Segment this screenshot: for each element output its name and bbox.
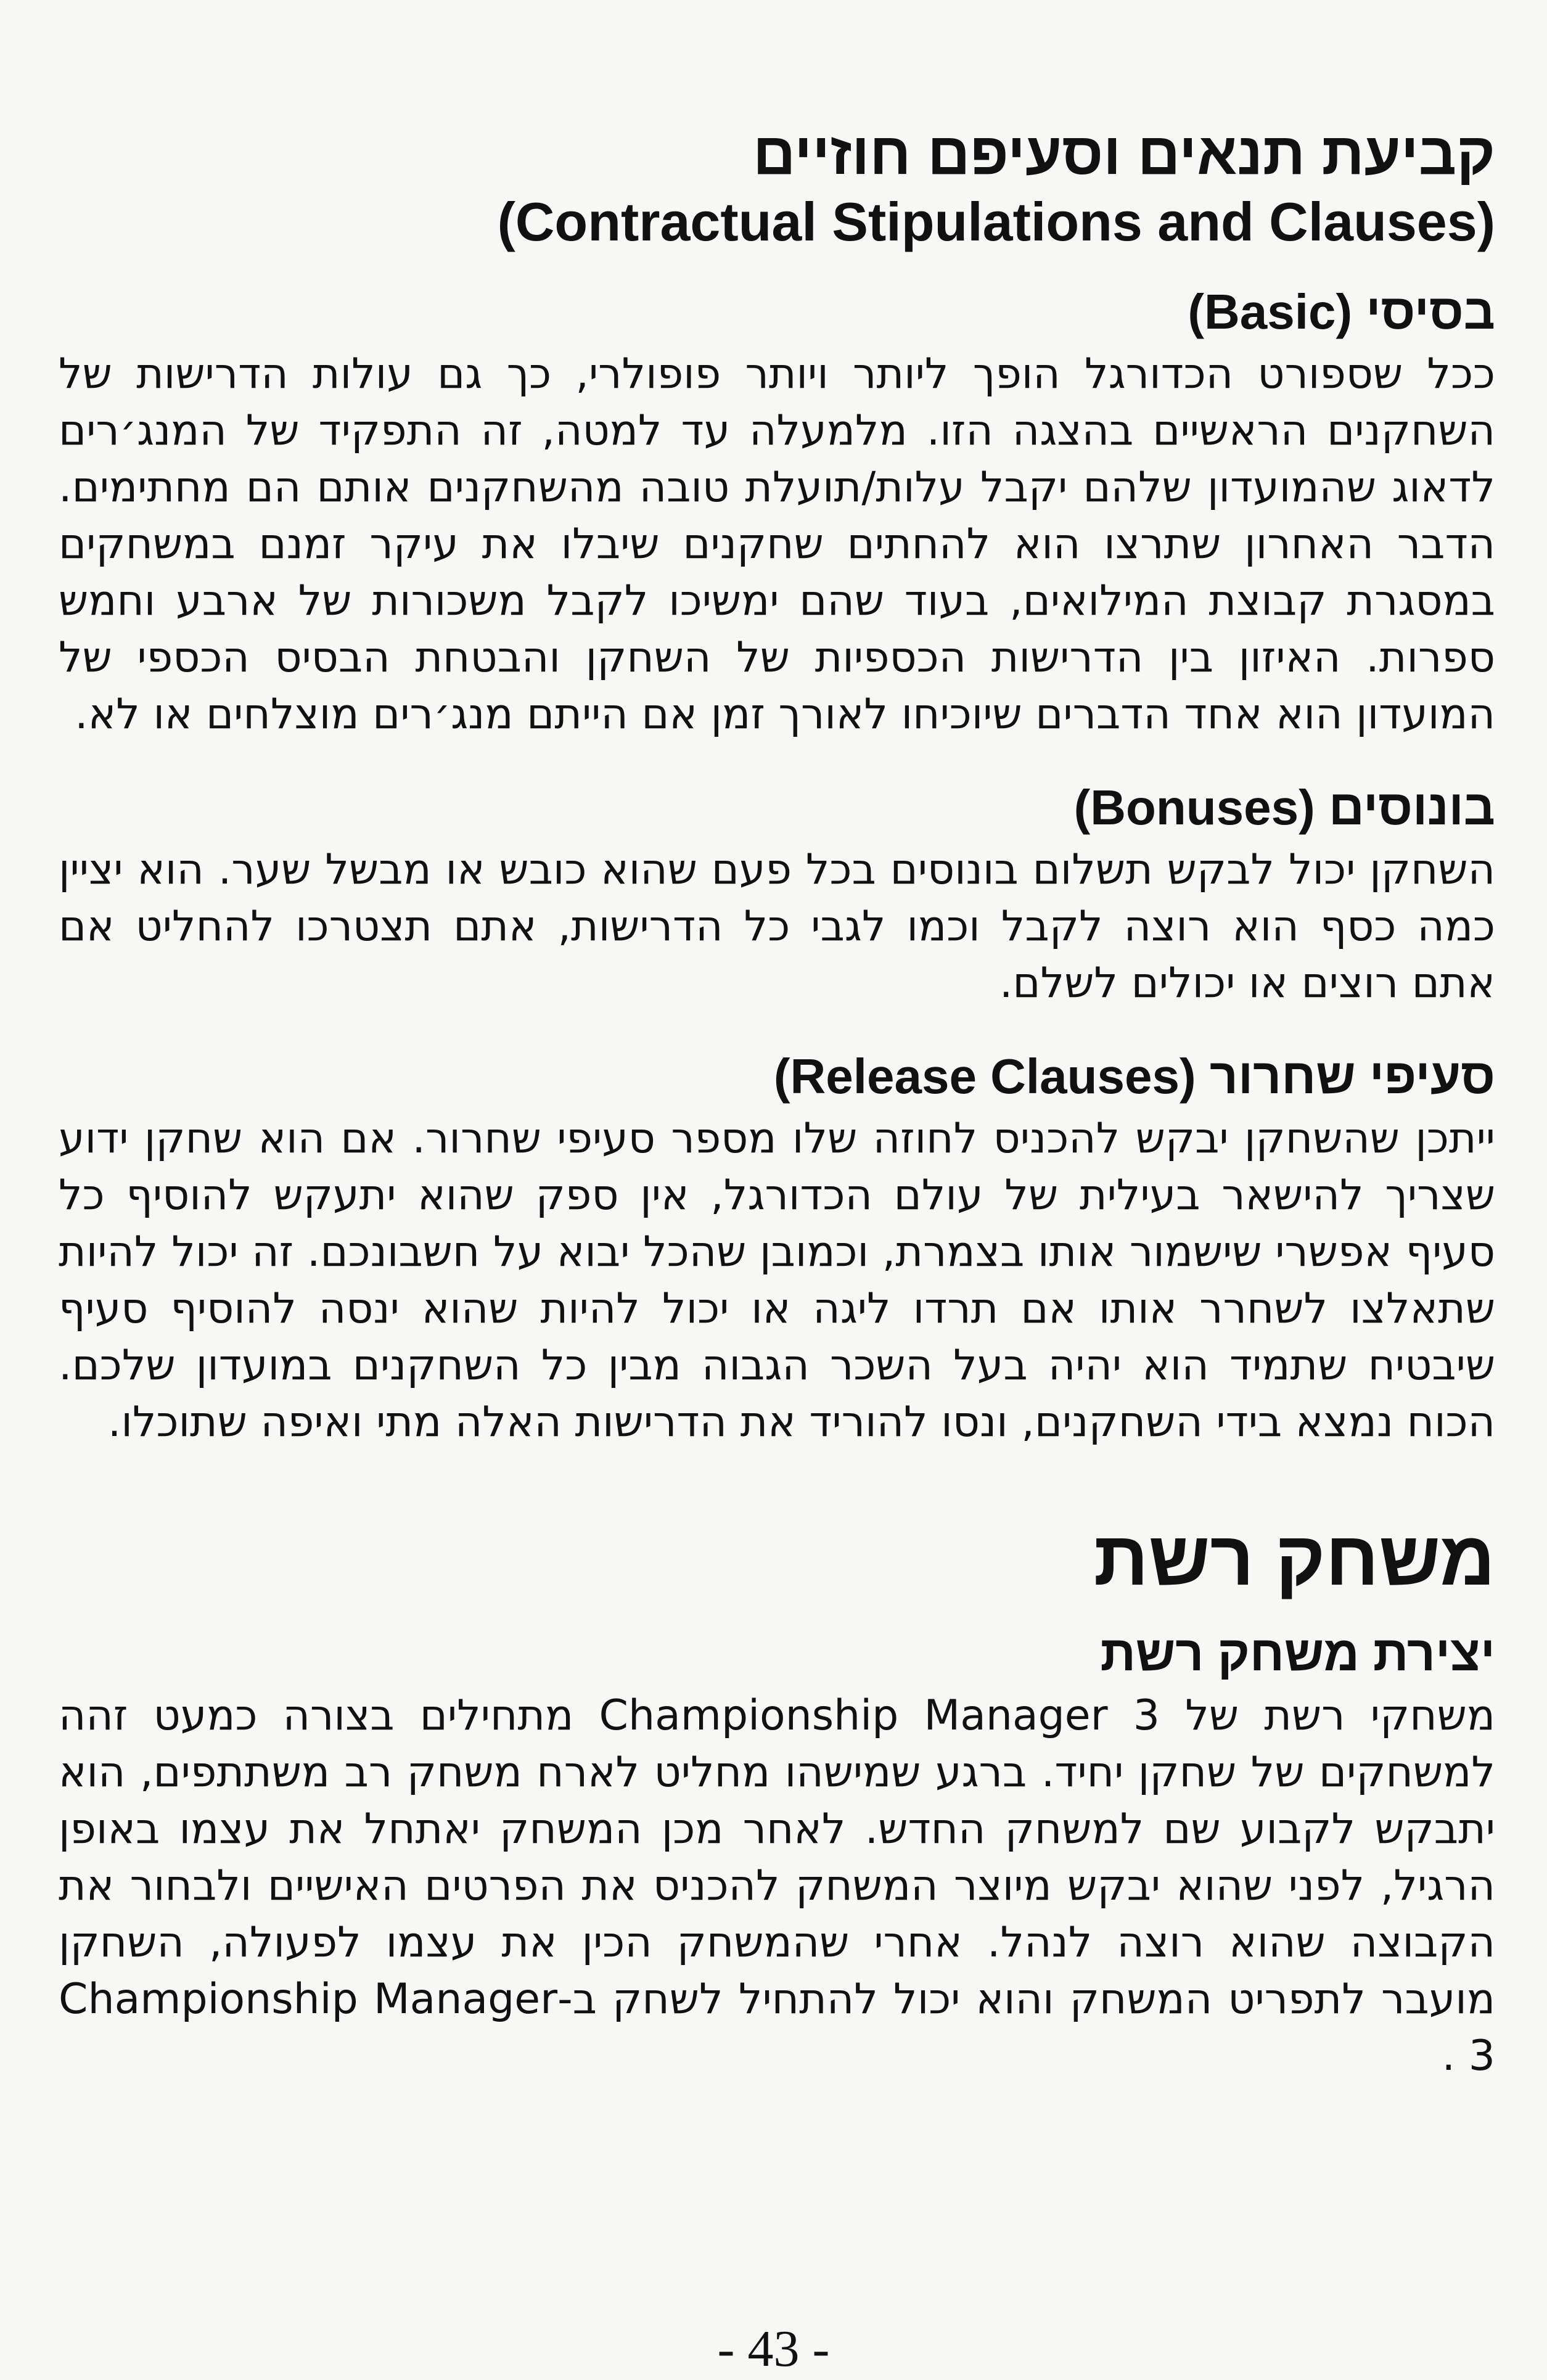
release-clauses-heading-hebrew: סעיפי שחרור (1209, 1049, 1495, 1104)
basic-heading-english: (Basic) (1188, 284, 1353, 339)
bonuses-heading-hebrew: בונוסים (1329, 780, 1495, 835)
network-game-title: משחק רשת (1093, 1516, 1495, 1601)
release-clauses-heading-english: (Release Clauses) (773, 1049, 1196, 1104)
network-game-subheading: יצירת משחק רשת (1100, 1626, 1495, 1681)
basic-heading-hebrew: בסיסי (1366, 284, 1495, 339)
bonuses-paragraph: השחקן יכול לבקש תשלום בונוסים בכל פעם שהוא כובש או מבשל שער. הוא יציין כמה כסף הוא רוצה לקבל וכמו לגבי כל הדרישות, אתם תצטרכו להחליט אם אתם רוצים או יכולים לשלם. (59, 845, 1495, 1007)
network-game-paragraph: משחקי רשת של Championship Manager 3 מתחילים בצורה כמעט זהה למשחקים של שחקן יחיד. ברגע שמישהו מחליט לארח משחק רב משתתפים, הוא יתבקש לקבוע שם למשחק החדש. לאחר מכן המשחק יאתחל את עצמו באופן הרגיל, לפני שהוא יבקש מיוצר המשחק להכניס את הפרטים האישיים ולבחור את הקבוצה שהוא רוצה לנהל. אחרי שהמשחק הכין את עצמו לפעולה, השחקן מועבר לתפריט המשחק והוא יכול להתחיל לשחק ב-Championship Manager 3 . (59, 1691, 1496, 2080)
basic-paragraph: ככל שספורט הכדורגל הופך ליותר ויותר פופולרי, כך גם עולות הדרישות של השחקנים הראשיים בהצגה הזו. מלמעלה עד למטה, זה התפקיד של המנג׳רים לדאוג שהמועדון שלהם יקבל עלות/תועלת טובה מהשחקנים אותם הם מחתימים. הדבר האחרון שתרצו הוא להחתים שחקנים שיבלו את עיקר זמנם במשחקים במסגרת קבוצת המילואים, בעוד שהם ימשיכו לקבל משכורות של ארבע וחמש ספרות. האיזון בין הדרישות הכספיות של השחקן והבטחת הבסיס הכספי של המועדון הוא אחד הדברים שיוכיחו לאורך זמן אם הייתם מנג׳רים מוצלחים או לא. (59, 350, 1495, 739)
bonuses-heading (59, 774, 1495, 842)
section-title-hebrew: קביעת תנאים וסעיפם חוזיים (753, 121, 1495, 187)
section-title-english: (Contractual Stipulations and Clauses) (497, 191, 1495, 252)
page-number: - 43 - (717, 2320, 830, 2378)
release-clauses-heading (59, 1043, 1495, 1110)
document-page (59, 120, 1495, 2321)
basic-heading (59, 278, 1495, 346)
bonuses-heading-english: (Bonuses) (1073, 780, 1315, 835)
release-clauses-paragraph: ייתכן שהשחקן יבקש להכניס לחוזה שלו מספר סעיפי שחרור. אם הוא שחקן ידוע שצריך להישאר בעילית של עולם הכדורגל, אין ספק שהוא יתעקש להוסיף כל סעיף אפשרי שישמור אותו בצמרת, וכמובן שהכל יבוא על חשבונכם. זה יכול להיות שתאלצו לשחרר אותו אם תרדו ליגה או יכול להיות שהוא ינסה להוסיף סעיף שיבטיח שתמיד הוא יהיה בעל השכר הגבוה מבין כל השחקנים במועדון שלכם. הכוח נמצא בידי השחקנים, ונסו להוריד את הדרישות האלה מתי ואיפה שתוכלו. (59, 1114, 1495, 1446)
